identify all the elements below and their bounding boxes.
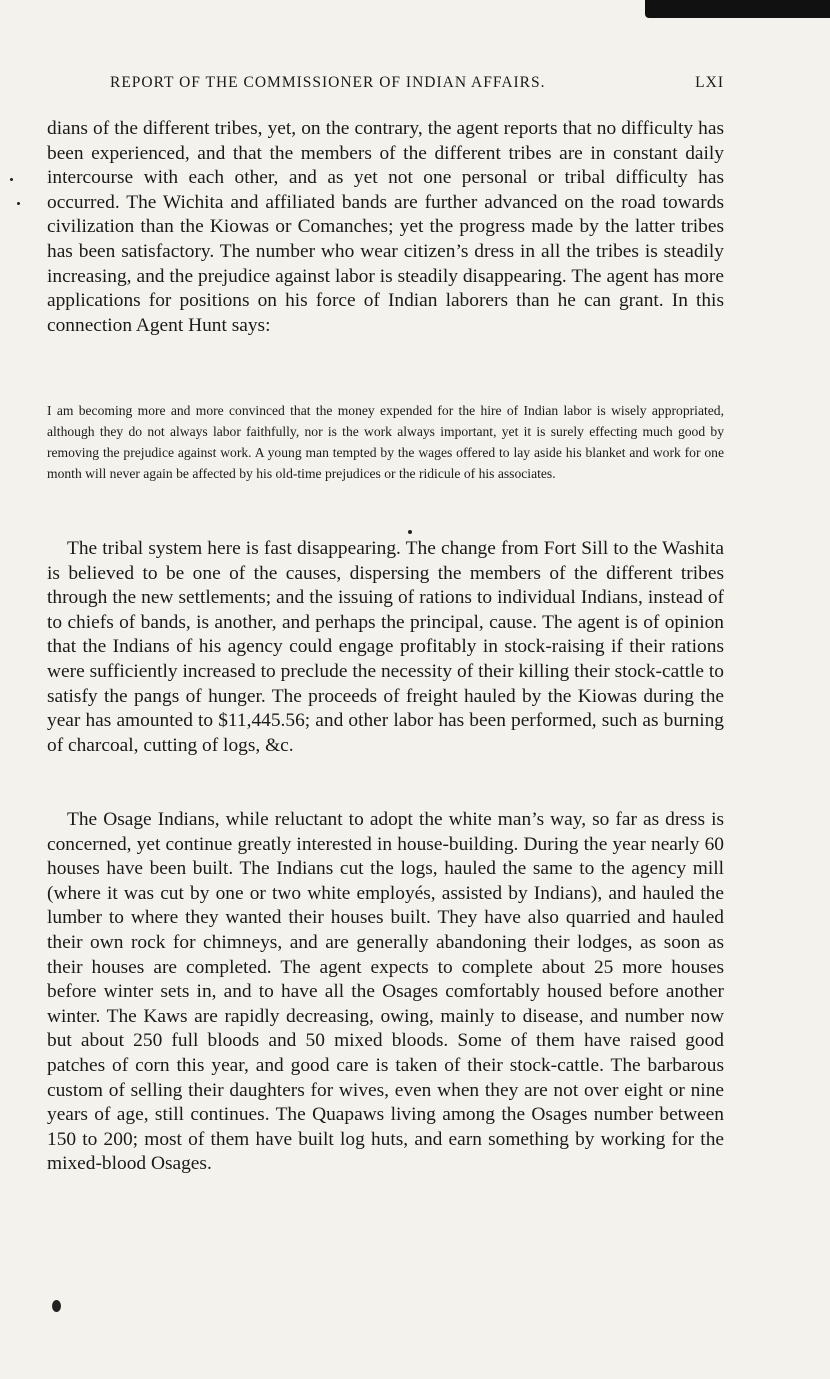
block-quotation: I am becoming more and more convinced that the money expended for the hire of Indian labor is wisely appropriated, although they do not always labor faithfully, nor is the work always important, yet it is surely effecting much good by removing the prejudice against work. A young man tempted by the wages offered to lay aside his blanket and work for one month will never again be affected by his old-time prejudices or the ridicule of his associates. [47, 403, 724, 481]
paragraph-tribal-system: The tribal system here is fast disappearing. The change from Fort Sill to the Washita is believed to be one of the causes, dispersing the members of the different tribes through the new settlements; and the issuing of rations to individual Indians, instead of to chiefs of bands, is another, and perhaps the principal, cause. The agent is of opinion that the Indians of his agency could engage profitably in stock-raising if their rations were sufficiently increased to preclude the necessity of their killing their stock-cattle to satisfy the pangs of hunger. The proceeds of freight hauled by the Kiowas during the year has amounted to $11,445.56; and other labor has been performed, such as burning of charcoal, cutting of logs, &c. [47, 538, 724, 756]
paragraph-osage-indians: The Osage Indians, while reluctant to adopt the white man’s way, so far as dress is concerned, yet continue greatly interested in house-building. During the year nearly 60 houses have been built. The Indians cut the logs, hauled the same to the agency mill (where it was cut by one or two white employés, assisted by Indians), and hauled the lumber to where they wanted their houses built. They have also quarried and hauled their own rock for chimneys, and are generally abandoning their lodges, as soon as their houses are completed. The agent expects to complete about 25 more houses before winter sets in, and to have all the Osages comfortably housed before another winter. The Kaws are rapidly decreasing, owing, mainly to disease, and number now but about 250 full bloods and 50 mixed bloods. Some of them have raised good patches of corn this year, and good care is taken of their stock-cattle. The barbarous custom of selling their daughters for wives, even when they are not over eight or nine years of age, still continues. The Quapaws living among the Osages number between 150 to 200; most of them have built log huts, and earn something by working for the mixed-blood Osages. [47, 809, 724, 1175]
scan-speck [408, 530, 412, 534]
paragraph-continued: dians of the different tribes, yet, on the contrary, the agent reports that no difficulty has been experienced, and that the members of the different tribes are in constant daily intercourse with each other, and as yet not one personal or tribal difficulty has occurred. The Wichita and affiliated bands are further advanced on the road towards civilization than the Kiowas or Comanches; yet the progress made by the latter tribes has been satisfactory. The number who wear citizen’s dress in all the tribes is steadily increasing, and the prejudice against labor is steadily disappearing. The agent has more applications for positions on his force of Indian laborers than he can grant. In this connection Agent Hunt says: [47, 118, 724, 336]
scan-blot [52, 1300, 61, 1312]
scan-edge-mark [645, 0, 830, 18]
running-header [110, 74, 724, 96]
scan-speck [10, 178, 13, 181]
running-header-title: REPORT OF THE COMMISSIONER OF INDIAN AFFAIRS. [110, 74, 546, 91]
page-number: LXI [695, 74, 724, 91]
scan-speck [17, 202, 20, 205]
